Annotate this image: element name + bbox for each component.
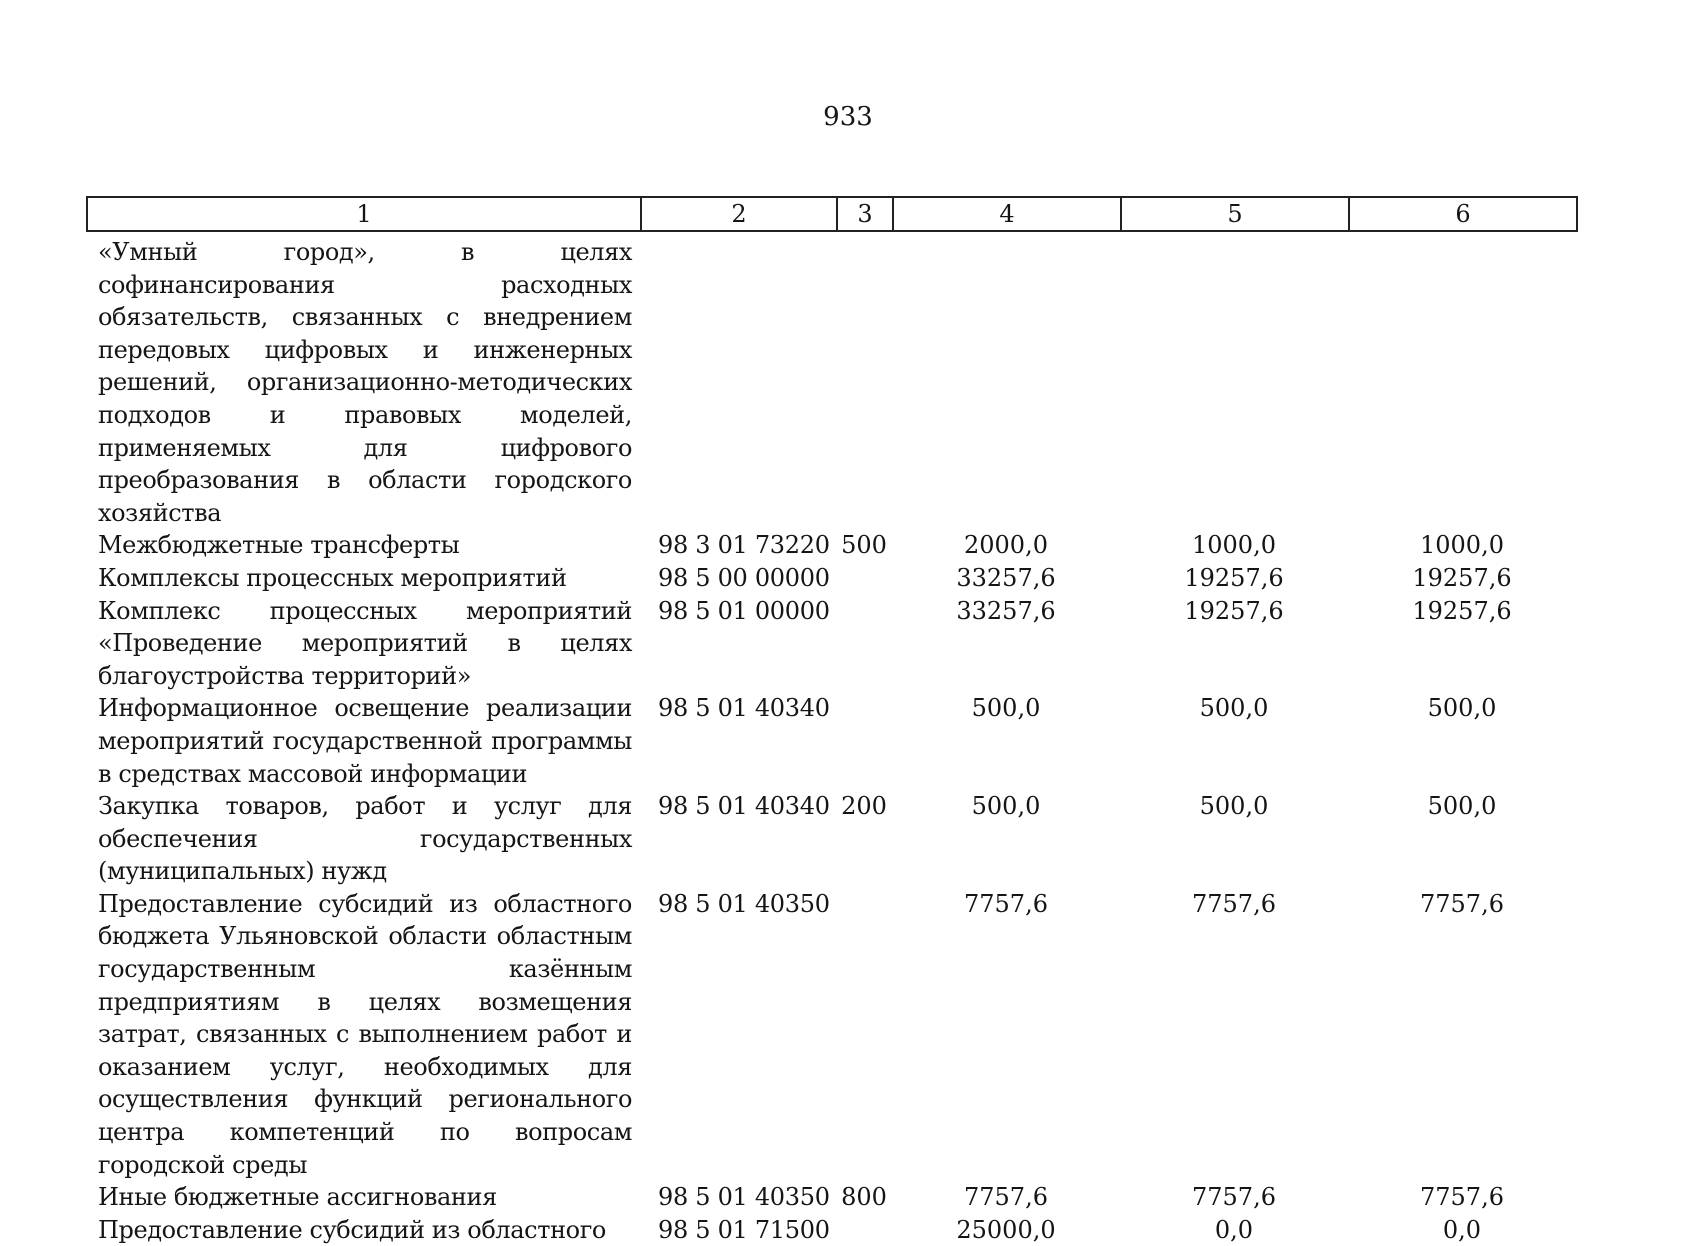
row-name: Комплекс процессных мероприятий «Проведение мероприятий в целях благоустройства территорий»	[98, 596, 632, 690]
table-row	[86, 1214, 1576, 1246]
column-header-6: 6	[1349, 197, 1577, 231]
row-type	[836, 888, 892, 1181]
row-value-6	[1348, 236, 1576, 529]
row-value-4: 500,0	[971, 694, 1041, 723]
table-row	[86, 236, 1576, 529]
table-body	[86, 236, 1576, 1246]
row-value-5: 500,0	[1199, 694, 1269, 723]
row-code: 98 5 01 00000	[658, 596, 830, 625]
table-row	[86, 1181, 1576, 1214]
row-type	[836, 562, 892, 595]
table-row	[86, 562, 1576, 595]
row-name: Предоставление субсидий из областного бюджета Ульяновской области областным государственным казённым предприятиям в целях возмещения затрат, связанных с выполнением работ и оказанием услуг, необходимых для осуществления функций регионального центра компетенций по вопросам городской среды	[98, 889, 632, 1179]
column-header-5: 5	[1121, 197, 1349, 231]
budget-table	[86, 196, 1576, 1246]
row-type	[836, 692, 892, 790]
row-value-4: 2000,0	[964, 531, 1048, 560]
row-value-4	[892, 236, 1120, 529]
row-type: 800	[841, 1183, 887, 1212]
row-value-5: 0,0	[1214, 1215, 1254, 1244]
row-value-5: 7757,6	[1192, 889, 1276, 918]
row-type: 200	[841, 792, 887, 821]
column-header-2: 2	[641, 197, 837, 231]
row-code: 98 5 01 40350	[658, 1183, 830, 1212]
table-row	[86, 595, 1576, 693]
row-code: 98 5 01 40350	[658, 889, 830, 918]
row-code: 98 5 00 00000	[658, 563, 830, 592]
row-value-6: 7757,6	[1420, 1183, 1504, 1212]
row-name: Межбюджетные трансферты	[98, 531, 460, 560]
column-header-4: 4	[893, 197, 1121, 231]
row-code: 98 5 01 71500	[658, 1215, 830, 1244]
row-code: 98 3 01 73220	[658, 531, 830, 560]
row-type	[836, 236, 892, 529]
row-name: Комплексы процессных мероприятий	[98, 563, 567, 592]
column-header-3: 3	[837, 197, 893, 231]
row-value-6: 500,0	[1427, 792, 1497, 821]
row-type	[836, 595, 892, 693]
row-code: 98 5 01 40340	[658, 792, 830, 821]
row-type	[836, 1214, 892, 1246]
row-value-4: 7757,6	[964, 1183, 1048, 1212]
page-number: 933	[823, 102, 873, 132]
row-value-4: 25000,0	[956, 1215, 1056, 1244]
column-header-1: 1	[87, 197, 641, 231]
row-value-6: 19257,6	[1412, 563, 1512, 592]
row-value-5: 19257,6	[1184, 563, 1284, 592]
table-row	[86, 790, 1576, 888]
row-value-4: 33257,6	[956, 596, 1056, 625]
row-value-5	[1120, 236, 1348, 529]
row-value-6: 500,0	[1427, 694, 1497, 723]
row-type: 500	[841, 531, 887, 560]
table-row	[86, 888, 1576, 1181]
row-name: Иные бюджетные ассигнования	[98, 1183, 497, 1212]
row-value-5: 19257,6	[1184, 596, 1284, 625]
row-value-4: 33257,6	[956, 563, 1056, 592]
table-header	[86, 196, 1578, 232]
row-name: Информационное освещение реализации мероприятий государственной программы в средствах массовой информации	[98, 694, 632, 788]
row-value-6: 19257,6	[1412, 596, 1512, 625]
row-name: «Умный город», в целях софинансирования расходных обязательств, связанных с внедрением передовых цифровых и инженерных решений, организационно-методических подходов и правовых моделей, применяемых для цифрового преобразования в области городского хозяйства	[98, 238, 632, 527]
row-value-5: 1000,0	[1192, 531, 1276, 560]
table-row	[86, 692, 1576, 790]
header-row	[87, 197, 1577, 231]
row-name: Закупка товаров, работ и услуг для обеспечения государственных (муниципальных) нужд	[98, 792, 632, 886]
row-value-5: 500,0	[1199, 792, 1269, 821]
row-value-4: 500,0	[971, 792, 1041, 821]
row-name: Предоставление субсидий из областного	[98, 1215, 606, 1244]
row-value-6: 0,0	[1442, 1215, 1482, 1244]
row-value-5: 7757,6	[1192, 1183, 1276, 1212]
row-value-6: 7757,6	[1420, 889, 1504, 918]
row-code	[640, 236, 836, 529]
row-code: 98 5 01 40340	[658, 694, 830, 723]
row-value-4: 7757,6	[964, 889, 1048, 918]
table-row	[86, 529, 1576, 562]
row-value-6: 1000,0	[1420, 531, 1504, 560]
